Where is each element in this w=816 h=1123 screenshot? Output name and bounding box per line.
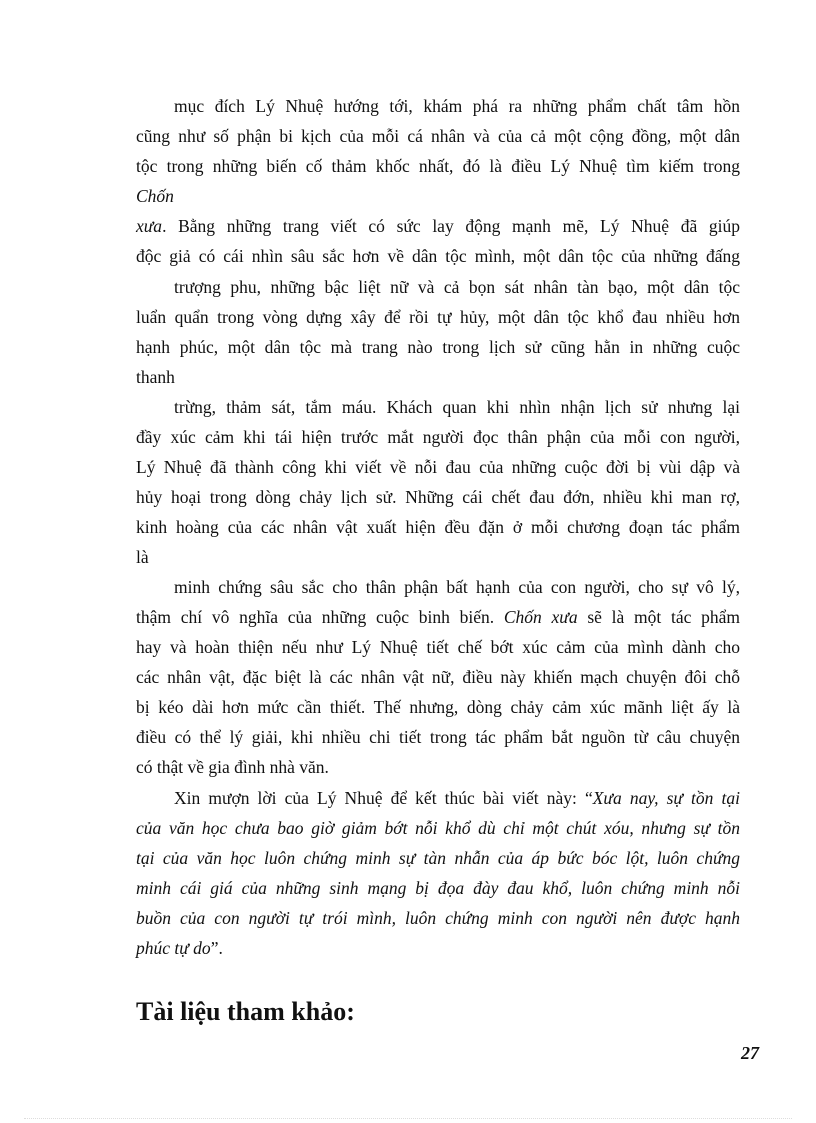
quote-fragment: phúc tự do [136,938,211,958]
text-fragment: . Bằng những trang viết có sức lay động mạnh mẽ, Lý Nhuệ đã giúp [162,216,740,236]
text-line: điều có thể lý giải, khi nhiều chi tiết trong tác phẩm bắt nguồn từ câu chuyện [136,727,740,747]
quote-fragment: Xưa nay, sự tồn tại [592,788,740,808]
page-number: 27 [741,1043,759,1063]
text-fragment: sẽ là một tác phẩm [587,607,741,627]
text-line: thanh [136,367,175,387]
quote-line: của văn học chưa bao giờ giảm bớt nỗi khổ dù chỉ một chút xóu, nhưng sự tồn [136,818,740,838]
text-fragment: thậm chí vô nghĩa của những cuộc binh biến. [136,607,495,627]
text-line [174,788,740,808]
text-line: là [136,547,149,567]
quote-line: tại của văn học luôn chứng minh sự tàn nhẫn của áp bức bóc lột, luôn chứng [136,848,740,868]
text-line: Lý Nhuệ đã thành công khi viết về nỗi đau của những cuộc đời bị vùi dập và [136,457,740,477]
quote-line: minh cái giá của những sinh mạng bị đọa đày đau khổ, luôn chứng minh nỗi [136,878,740,898]
text-line: bị kéo dài hơn mức cần thiết. Thế nhưng, dòng chảy cảm xúc mãnh liệt ấy là [136,697,740,717]
quote-line [136,938,740,958]
text-line: các nhân vật, đặc biệt là các nhân vật nữ, điều này khiến mạch chuyện đôi chỗ [136,667,740,687]
text-line: hay và hoàn thiện nếu như Lý Nhuệ tiết chế bớt xúc cảm của mình dành cho [136,637,740,657]
text-line: cũng như số phận bi kịch của mỗi cá nhân và của cả một cộng đồng, một dân [136,126,740,146]
text-line [136,607,740,627]
text-line: trượng phu, những bậc liệt nữ và cả bọn sát nhân tàn bạo, một dân tộc [174,277,740,297]
references-heading: Tài liệu tham khảo: [136,997,355,1026]
text-line: có thật về gia đình nhà văn. [136,757,329,777]
text-line: hạnh phúc, một dân tộc mà trang nào trong lịch sử cũng hằn in những cuộc [136,337,740,357]
text-line: luẩn quẩn trong vòng dựng xây để rồi tự hủy, một dân tộc khổ đau nhiều hơn [136,307,740,327]
text-line: kinh hoàng của các nhân vật xuất hiện đều đặn ở mỗi chương đoạn tác phẩm [136,517,740,537]
text-fragment: Xin mượn lời của Lý Nhuệ để kết thúc bài viết này: “ [174,788,593,808]
text-line: trừng, thảm sát, tắm máu. Khách quan khi nhìn nhận lịch sử nhưng lại [174,397,740,417]
book-title: Chốn xưa [503,607,578,627]
text-line: minh chứng sâu sắc cho thân phận bất hạnh của con người, cho sự vô lý, [174,577,740,597]
footer-divider [24,1118,792,1119]
text-fragment: ”. [210,938,223,958]
quote-line: buồn của con người tự trói mình, luôn chứng minh con người nên được hạnh [136,908,740,928]
text-line: đầy xúc cảm khi tái hiện trước mắt người đọc thân phận của mỗi con người, [136,427,740,447]
text-line: hủy hoại trong dòng chảy lịch sử. Những cái chết đau đớn, nhiều khi man rợ, [136,487,740,507]
book-title: xưa [136,216,163,236]
text-line: Chốn [136,186,174,206]
text-line: độc giả có cái nhìn sâu sắc hơn về dân tộc mình, một dân tộc của những đấng [136,246,740,266]
text-line [136,216,740,236]
text-line: mục đích Lý Nhuệ hướng tới, khám phá ra những phẩm chất tâm hồn [174,96,740,116]
text-line: tộc trong những biến cố thảm khốc nhất, đó là điều Lý Nhuệ tìm kiếm trong [136,156,740,176]
